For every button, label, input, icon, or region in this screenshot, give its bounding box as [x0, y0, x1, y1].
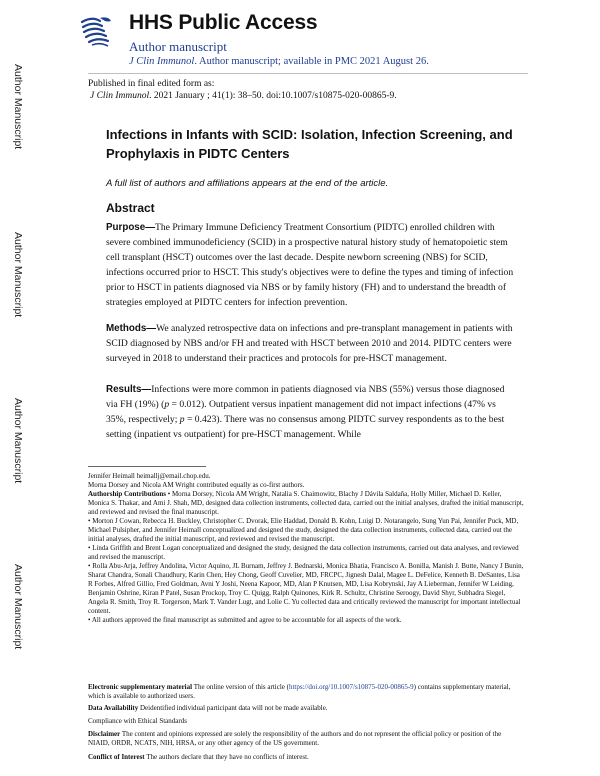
- contrib-5: • All authors approved the final manuscript as submitted and agree to be accountable for all aspects of the work.: [88, 616, 402, 624]
- disclaimer-text: The content and opinions expressed are solely the responsibility of the authors and do not represent the official policy or position of the NIAID, ORDR, NCATS, NIH, HRSA, or any other agency of the US government.: [88, 730, 502, 747]
- coi-text: The authors declare that they have no conflicts of interest.: [144, 753, 309, 761]
- footnote-data-availability: [88, 704, 524, 713]
- results-label: Results—: [106, 384, 152, 395]
- results-p2: p: [179, 413, 185, 425]
- contrib-label: Authorship Contributions: [88, 490, 166, 498]
- footnote-corresponding: Jennifer Heimall heimallj@email.chop.edu.: [88, 472, 211, 480]
- data-text: Deidentified individual participant data will not be made available.: [138, 704, 328, 712]
- results-text-b: = 0.012). Outpatient versus inpatient management did not impact infections (47% vs 35%, respectively;: [106, 398, 496, 425]
- published-label: Published in final edited form as:: [88, 79, 215, 89]
- results-p1: p: [164, 398, 170, 410]
- results-text-c: = 0.423). There was no consensus among PIDTC survey respondents as to the best setting (inpatient vs outpatient) for pre-HSCT management. While: [106, 413, 505, 440]
- hhs-public-access-title: HHS Public Access: [129, 11, 318, 34]
- pub-citation: . 2021 January ; 41(1): 38–50. doi:10.1007/s10875-020-00865-9.: [149, 91, 397, 101]
- abstract-methods: [106, 322, 516, 367]
- hhs-eagle-icon: [78, 12, 114, 50]
- results-text-a: Infections were more common in patients diagnosed via NBS (55%) versus those diagnosed via FH (19%) (: [106, 384, 505, 410]
- disclaimer-label: Disclaimer: [88, 730, 121, 738]
- data-label: Data Availability: [88, 704, 139, 712]
- footnote-disclaimer: [88, 730, 524, 748]
- header-availability: . Author manuscript; available in PMC 2021 August 26.: [194, 56, 429, 67]
- footnote-compliance: Compliance with Ethical Standards: [88, 717, 187, 725]
- header-rule: [88, 73, 528, 74]
- contrib-3: • Linda Griffith and Brent Logan conceptualized and designed the study, designed the data collection instruments, carried out data analyses, and reviewed and revised the manuscript.: [88, 544, 519, 561]
- sidebar-label-4: Author Manuscript: [12, 564, 24, 650]
- abstract-purpose: [106, 221, 516, 310]
- footnote-rule: [88, 466, 206, 467]
- contrib-4: • Rolla Abu-Arja, Jeffrey Andolina, Victor Aquino, JL Burnam, Jeffrey J. Bednarski, Monica Bhatia, Francisco A. Bonilla, Manish J. Butte, Nancy J Bunin, Sharat Chandra, Sonali Chaudhury, Karin Chen, Hey Chong, Geoff Cuvelier, MD, FRCPC, Jignesh Dalal, Magee L. DeFelice, Kenneth B. DeSantes, Lisa R Forbes, Alfred Gillio, Fred Goldman, Avni Y Joshi, Neena Kapoor, MD, Alan P Knutsen, MD, Lisa Kobrynski, Jay A Lieberman, Jennifer W Leiding, Benjamin Oshrine, Kiran P Patel, Susan Prockop, Troy C. Quigg, Ralph Quinones, Kirk R. Schultz, Christine Seroogy, David Shyr, Subhadra Siegel, Angela R. Smith, Troy R. Torgerson, Mark T. Vander Lugt, and Lolie C. Yu collected data and critically reviewed the manuscript for important intellectual content.: [88, 562, 524, 615]
- coi-label: Conflict of Interest: [88, 753, 145, 761]
- footnote-cofirst: Morna Dorsey and Nicola AM Wright contributed equally as co-first authors.: [88, 481, 305, 489]
- contrib-1: • Morna Dorsey, Nicola AM Wright, Natalia S. Chaimowitz, Blachy J Dávila Saldaña, Holly Miller, Michael D. Keller, Monica S. Thakar, and Ami J. Shah, MD, designed data collection instruments, collected data, carried out the initial analyses, drafted the initial manuscript, and reviewed and revised the final manuscript.: [88, 490, 524, 516]
- esm-text-a: The online version of this article (: [192, 683, 289, 691]
- sidebar-label-1: Author Manuscript: [12, 64, 24, 150]
- pub-journal: J Clin Immunol: [90, 91, 150, 101]
- methods-text: We analyzed retrospective data on infections and pre-transplant management in patients with SCID diagnosed by NBS and/or FH and treated with HSCT between 2010 and 2014. PIDTC centers were surveyed in 2018 to understand their practices and protocols for pre-HSCT management.: [106, 323, 513, 364]
- purpose-label: Purpose—: [106, 222, 155, 233]
- footnote-contributions: [88, 490, 524, 625]
- article-title: Infections in Infants with SCID: Isolation, Infection Screening, and Prophylaxis in PIDTC Centers: [106, 127, 513, 161]
- publication-citation: [88, 90, 397, 102]
- footnote-esm: [88, 683, 524, 701]
- esm-label: Electronic supplementary material: [88, 683, 193, 691]
- sidebar-label-2: Author Manuscript: [12, 232, 24, 318]
- header-journal: J Clin Immunol: [129, 56, 195, 67]
- header-citation: [129, 56, 429, 67]
- esm-text-b: ) contains supplementary material, which is available to authorized users.: [88, 683, 511, 700]
- esm-link[interactable]: https://doi.org/10.1007/s10875-020-00865-9: [288, 683, 414, 691]
- sidebar-label-3: Author Manuscript: [12, 398, 24, 484]
- purpose-text: The Primary Immune Deficiency Treatment Consortium (PIDTC) enrolled children with severe combined immunodeficiency (SCID) in a prospective natural history study of hematopoietic stem cell transplant (HSCT) outcomes over the last decade. Despite newborn screening (NBS) for SCID, infections occurred prior to HSCT. This study's objectives were to define the types and timing of infection prior to HSCT in patients diagnosed via NBS or by family history (FH) and to understand the breadth of strategies employed at PIDTC centers for infection prevention.: [106, 222, 514, 308]
- methods-label: Methods—: [106, 323, 157, 334]
- full-authors-note: A full list of authors and affiliations appears at the end of the article.: [106, 178, 389, 189]
- contrib-2: • Morton J Cowan, Rebecca H. Buckley, Christopher C. Dvorak, Elie Haddad, Donald B. Kohn, Luigi D. Notarangelo, Sung Yun Pai, Jennifer Puck, MD, Michael Pulsipher, and Jennifer Heimall conceptualized and designed the study, designed the data collection instruments, collected data, carried out the initial analyses, drafted the initial manuscript, and reviewed and revised the manuscript.: [88, 517, 519, 543]
- footnote-conflict: [88, 753, 524, 762]
- author-manuscript-label: Author manuscript: [129, 39, 227, 54]
- abstract-heading: Abstract: [106, 201, 155, 215]
- abstract-results: [106, 383, 516, 443]
- publication-info: [88, 78, 397, 102]
